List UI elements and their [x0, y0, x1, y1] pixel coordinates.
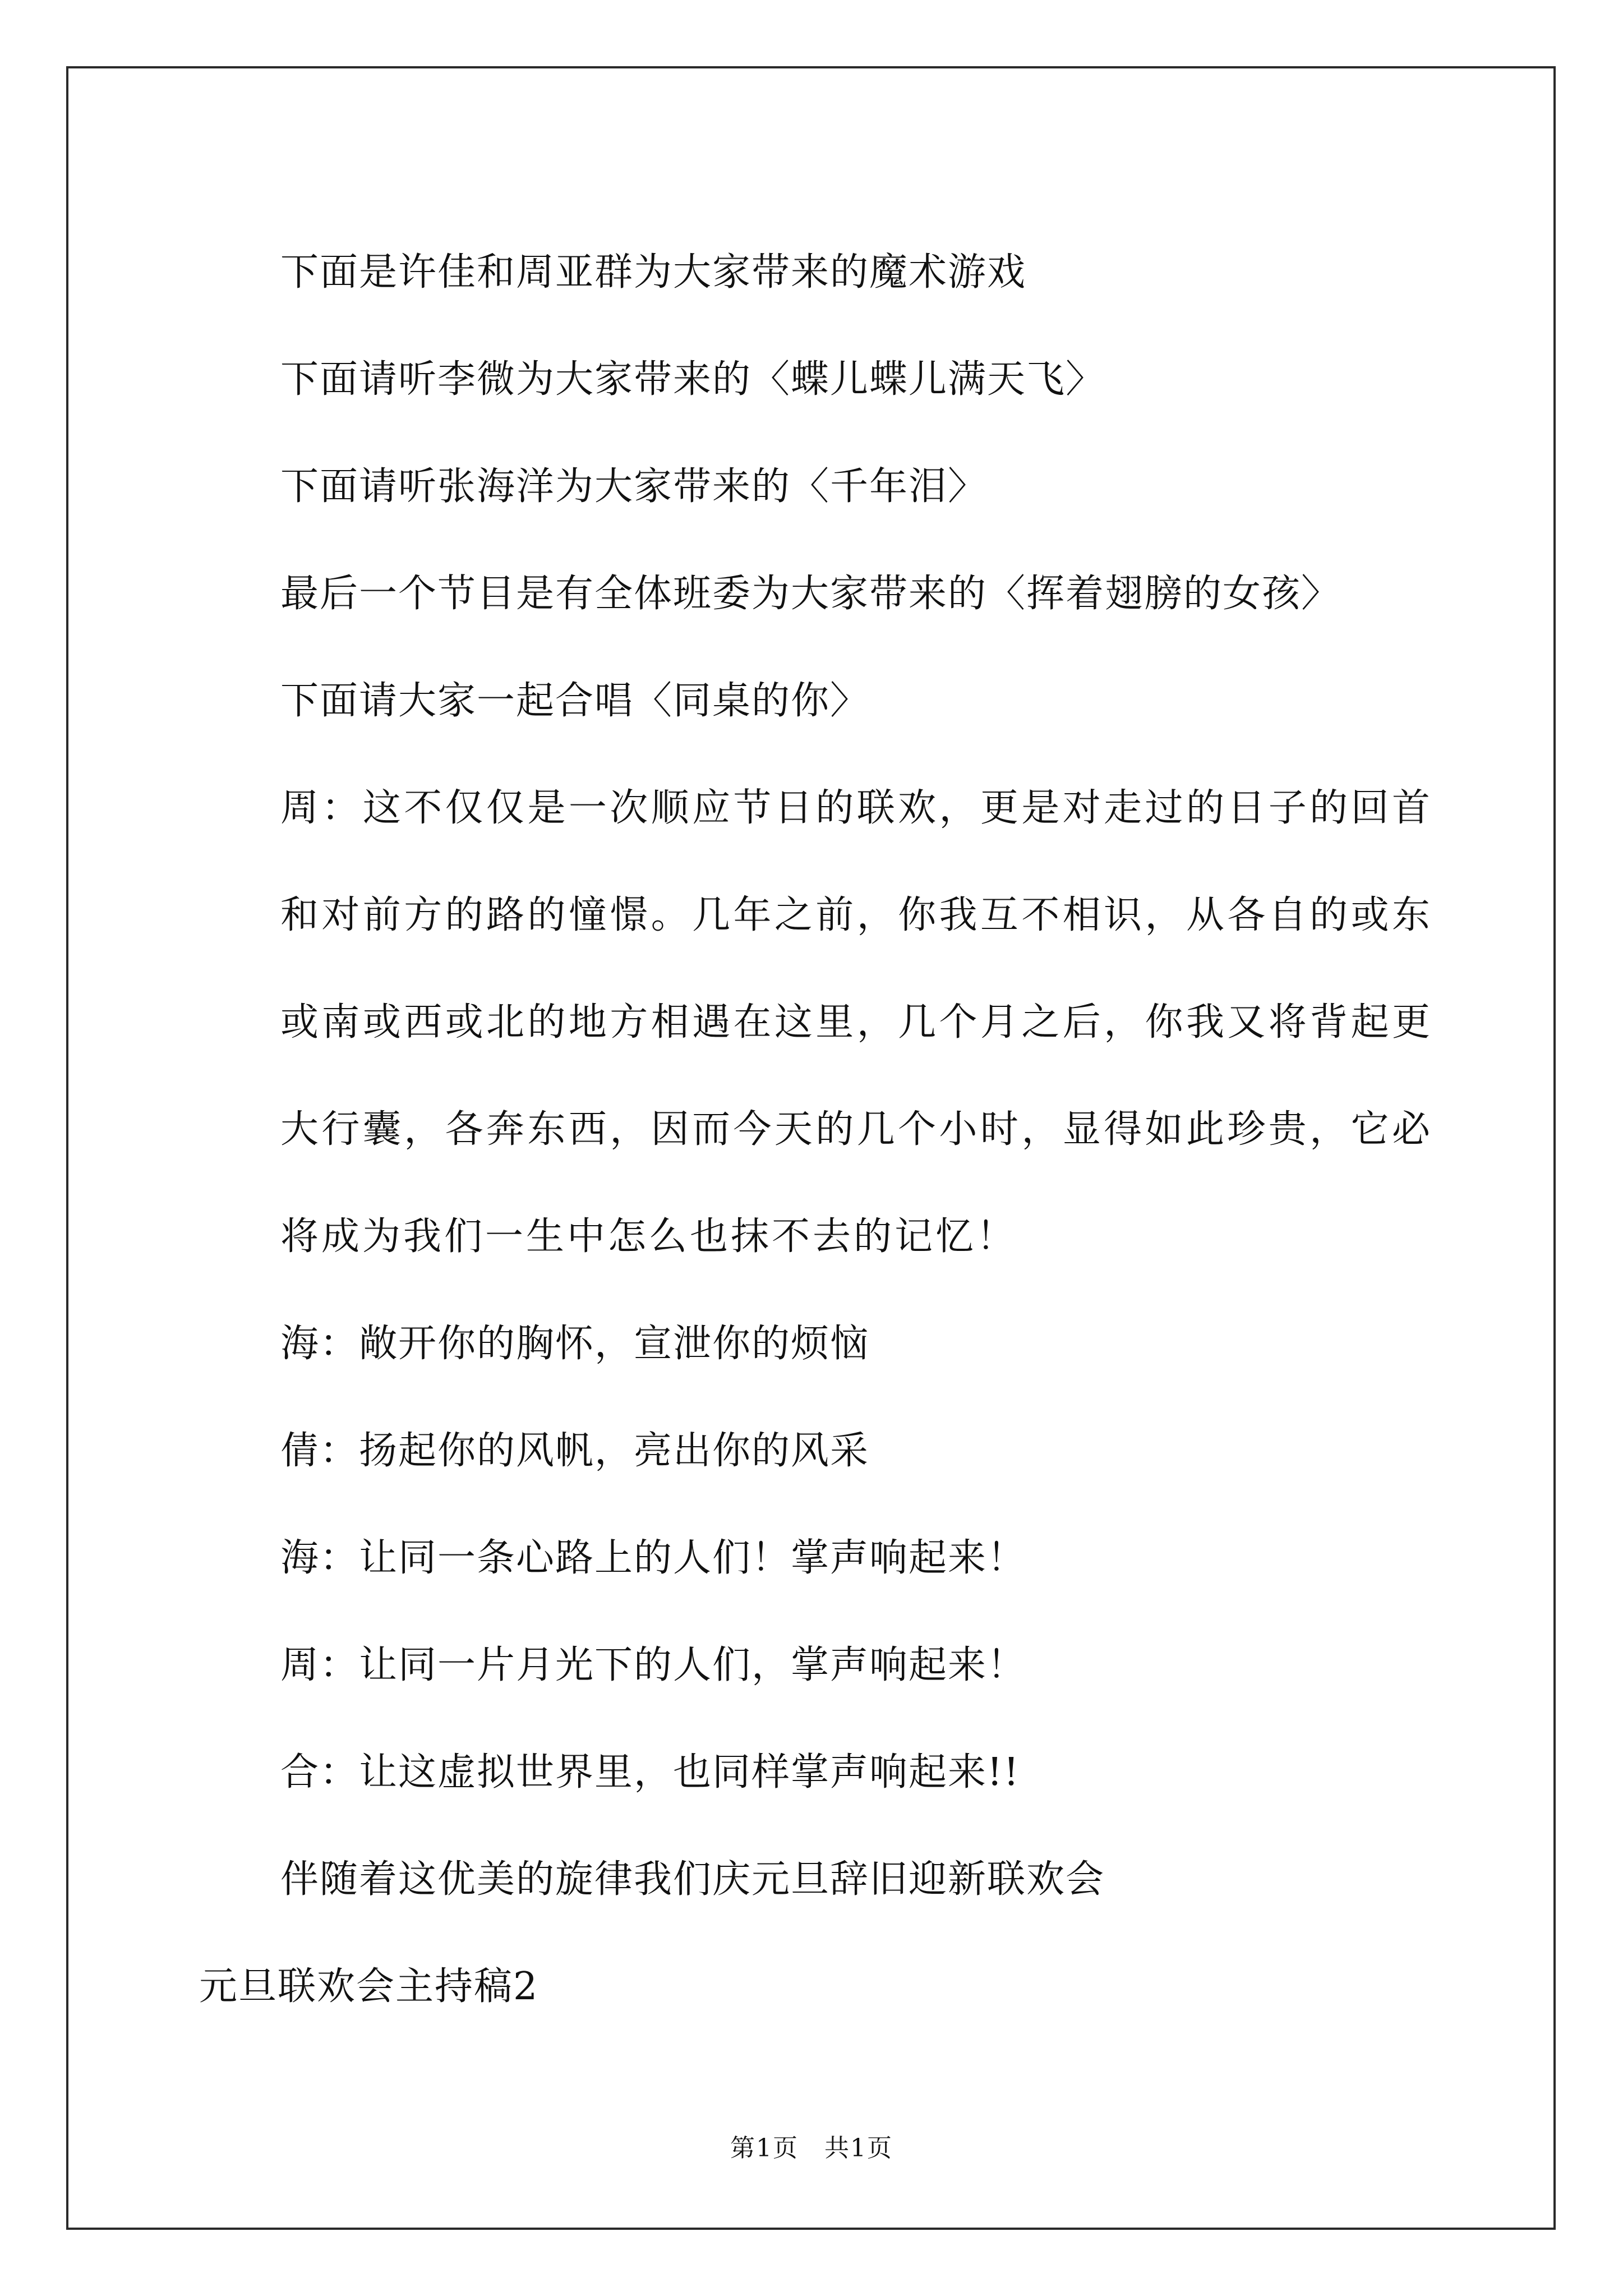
- paragraph: 下面请大家一起合唱〈同桌的你〉: [280, 679, 870, 723]
- page-footer: 第1页 共1页: [730, 2134, 893, 2162]
- paragraph: 下面是许佳和周亚群为大家带来的魔术游戏: [280, 250, 1027, 295]
- paragraph: 下面请听张海洋为大家带来的〈千年泪〉: [280, 464, 988, 509]
- paragraph: 下面请听李微为大家带来的〈蝶儿蝶儿满天飞〉: [280, 357, 1105, 402]
- paragraph: 倩：扬起你的风帆，亮出你的风采: [280, 1429, 870, 1473]
- paragraph: 海：让同一条心路上的人们！掌声响起来！: [280, 1536, 1027, 1580]
- paragraph: 最后一个节目是有全体班委为大家带来的〈挥着翅膀的女孩〉: [280, 572, 1341, 616]
- paragraph-long: 周：这不仅仅是一次顺应节日的联欢，更是对走过的日子的回首和对前方的路的憧憬。几年之前，你我互不相识，从各自的或东或南或西或北的地方相遇在这里，几个月之后，你我又将背起更大行囊，各奔东西，因而今天的几个小时，显得如此珍贵，它必将成为我们一生中怎么也抹不去的记忆！: [280, 786, 1433, 1259]
- document-body: [199, 219, 1433, 2040]
- paragraph: 海：敞开你的胸怀，宣泄你的烦恼: [280, 1322, 870, 1366]
- paragraph: 周：让同一片月光下的人们，掌声响起来！: [280, 1643, 1027, 1687]
- section-heading: 元旦联欢会主持稿2: [199, 1964, 539, 2009]
- paragraph: 合：让这虚拟世界里，也同样掌声响起来!!: [280, 1750, 1020, 1795]
- paragraph: 伴随着这优美的旋律我们庆元旦辞旧迎新联欢会: [280, 1857, 1105, 1902]
